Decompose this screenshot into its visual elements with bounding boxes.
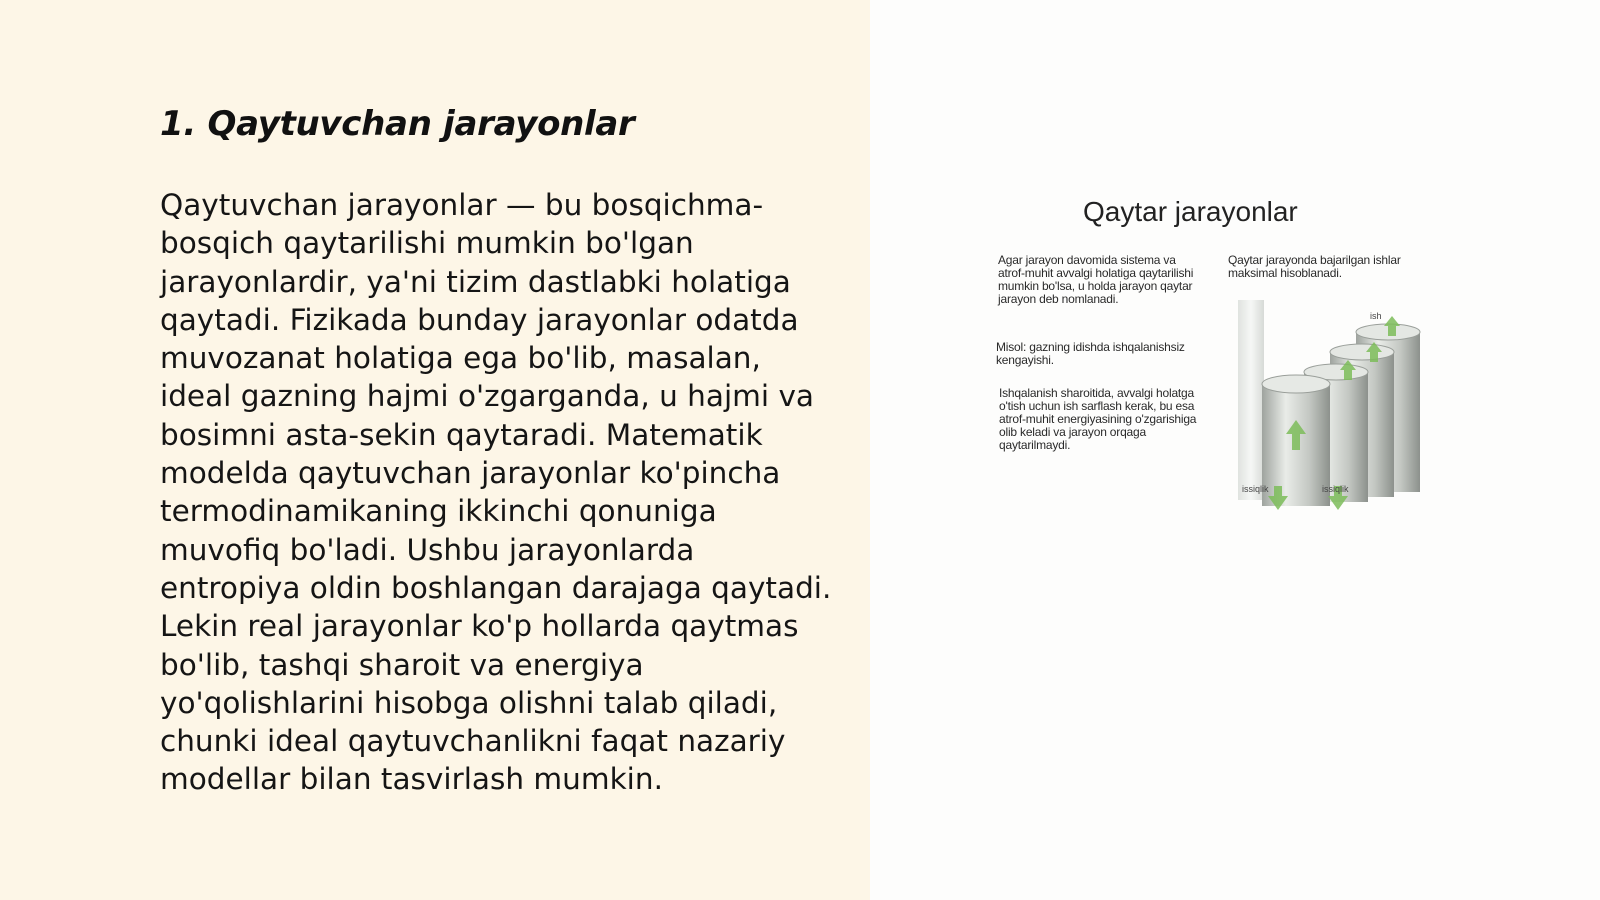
figure-example-text: Misol: gazning idishda ishqalanishsiz kengayishi.	[996, 340, 1185, 367]
slide-body-text: Qaytuvchan jarayonlar — bu bosqichma-bosqich qaytarilishi mumkin bo'lgan jarayonlardir, ya'ni tizim dastlabki holatiga qaytadi. Fizikada bunday jarayonlar odatda muvozanat holatiga ega bo'lib, masalan, ideal gazning hajmi o'zgarganda, u hajmi va bosimni asta-sekin qaytaradi. Matematik modelda qaytuvchan jarayonlar ko'pincha termodinamikaning ikkinchi qonuniga muvofiq bo'ladi. Ushbu jarayonlarda entropiya oldin boshlangan darajaga qaytadi. Lekin real jarayonlar ko'p hollarda qaytmas bo'lib, tashqi sharoit va energiya yo'qolishlarini hisobga olishni talab qiladi, chunki ideal qaytuvchanlikni faqat nazariy modellar bilan tasvirlash mumkin.	[160, 188, 832, 797]
slide-title: 1. Qaytuvchan jarayonlar	[160, 104, 635, 144]
figure-friction-text: Ishqalanish sharoitida, avvalgi holatga o'tish uchun ish sarflash kerak, bu esa atrof-muhit energiyasining o'zgarishiga olib keladi va jarayon orqaga qaytarilmaydi.	[999, 386, 1197, 452]
work-label: ish	[1370, 311, 1382, 321]
figure-work-text: Qaytar jarayonda bajarilgan ishlar maksimal hisoblanadi.	[1228, 253, 1401, 280]
heat-label-left: issiqlik	[1242, 484, 1269, 494]
cylinders-illustration	[1238, 300, 1428, 510]
glass-tube	[1238, 300, 1264, 500]
heat-label-right: issiqlik	[1322, 484, 1349, 494]
reversible-process-figure	[988, 190, 1428, 510]
figure-definition-text: Agar jarayon davomida sistema va atrof-muhit avvalgi holatiga qaytarilishi mumkin bo'lsa, u holda jarayon qaytar jarayon deb nomlanadi.	[998, 253, 1194, 306]
figure-title: Qaytar jarayonlar	[1083, 196, 1298, 227]
